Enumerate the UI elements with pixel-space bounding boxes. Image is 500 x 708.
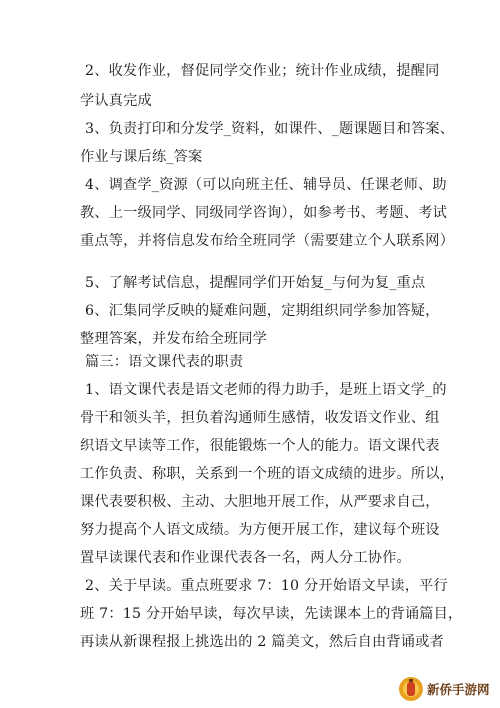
text-line: 2、收发作业，督促同学交作业；统计作业成绩，提醒同 xyxy=(85,63,440,79)
text-line: 2、关于早读。重点班要求 7：10 分开始语文早读，平行 xyxy=(85,578,448,594)
text-line: 课代表要积极、主动、大胆地开展工作，从严要求自己， xyxy=(80,494,440,510)
section-heading: 篇三：语文课代表的职责 xyxy=(85,354,244,370)
text-line: 班 7：15 分开始早读，每次早读，先读课本上的背诵篇目， xyxy=(80,606,463,622)
text-line: 6、汇集同学反映的疑难问题，定期组织同学参加答疑， xyxy=(85,303,440,319)
text-line: 重点等，并将信息发布给全班同学（需要建立个人联系网） xyxy=(80,233,455,249)
text-line: 织语文早读等工作，很能锻炼一个人的能力。语文课代表 xyxy=(80,438,440,454)
text-line: 作业与课后练_答案 xyxy=(80,149,203,165)
watermark-label: 新侨手游网 xyxy=(427,682,490,697)
text-line: 5、了解考试信息，提醒同学们开始复_与何为复_重点 xyxy=(85,275,426,291)
text-line: 整理答案，并发布给全班同学 xyxy=(80,331,268,347)
text-line: 工作负责、称职，关系到一个班的语文成绩的进步。所以， xyxy=(80,466,455,482)
text-line: 努力提高个人语文成绩。为方便开展工作，建议每个班设 xyxy=(80,522,440,538)
text-line: 4、调查学_资源（可以向班主任、辅导员、任课老师、助 xyxy=(85,177,447,193)
text-line: 1、语文课代表是语文老师的得力助手，是班上语文学_的 xyxy=(85,382,447,398)
text-line: 再读从新课程报上挑选出的 2 篇美文，然后自由背诵或者 xyxy=(80,634,444,650)
text-line: 3、负责打印和分发学_资料，如课件、_题课题目和答案、 xyxy=(85,121,455,137)
lantern-logo-icon xyxy=(398,676,424,702)
text-line: 学认真完成 xyxy=(80,93,152,109)
text-line: 骨干和领头羊，担负着沟通师生感情，收发语文作业、组 xyxy=(80,410,440,426)
text-line: 教、上一级同学、同级同学咨询），如参考书、考题、考试 xyxy=(80,205,447,221)
watermark[interactable] xyxy=(396,674,492,704)
text-line: 置早读课代表和作业课代表各一名，两人分工协作。 xyxy=(80,550,411,566)
